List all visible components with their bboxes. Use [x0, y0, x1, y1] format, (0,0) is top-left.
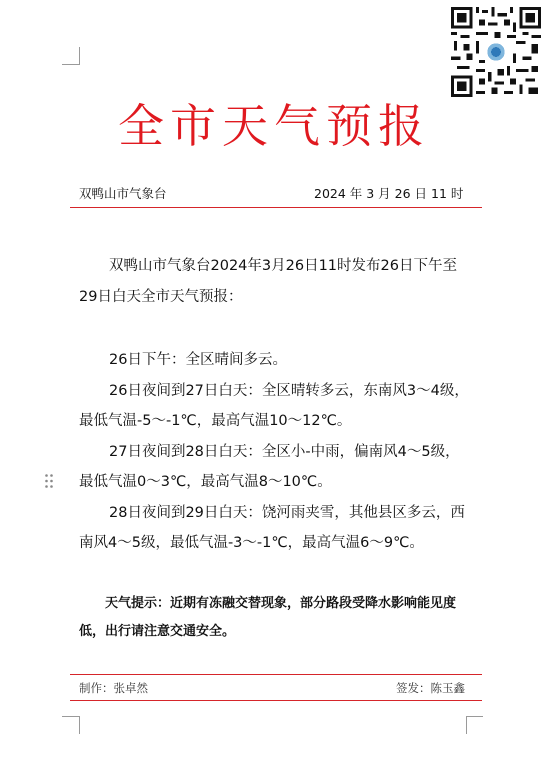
- forecast-item: 26日夜间到27日白天：全区晴转多云，东南风3～4级，最低气温-5～-1℃，最高气温10～12℃。: [79, 382, 469, 429]
- intro-paragraph: [79, 251, 474, 312]
- forecast-item: 27日夜间到28日白天：全区小-中雨，偏南风4～5级，最低气温0～3℃，最高气温8～10℃。: [79, 443, 460, 490]
- header-divider: [70, 207, 482, 208]
- footer-bottom-divider: [70, 700, 482, 701]
- forecast-item: 28日夜间到29日白天：饶河雨夹雪，其他县区多云，西南风4～5级，最低气温-3～-1℃，最高气温6～9℃。: [79, 504, 465, 551]
- issuer-label: 双鸭山市气象台: [79, 186, 167, 201]
- crop-mark: [466, 716, 467, 734]
- issue-datetime: 2024 年 3 月 26 日 11 时: [314, 186, 464, 201]
- signer-label: 签发：陈玉鑫: [396, 681, 465, 695]
- crop-mark: [62, 716, 79, 717]
- author-label: 制作：张卓然: [79, 681, 148, 695]
- crop-mark: [62, 64, 79, 65]
- intro-text: 双鸭山市气象台2024年3月26日11时发布26日下午至29日白天全市天气预报：: [79, 258, 457, 305]
- forecast-item: 26日下午：全区晴间多云。: [109, 352, 287, 368]
- weather-tip-text: 天气提示：近期有冻融交替现象，部分路段受降水影响能见度低，出行请注意交通安全。: [79, 596, 457, 639]
- drag-handle-icon[interactable]: [44, 473, 54, 489]
- weather-tip: [79, 590, 474, 646]
- forecast-list: [79, 345, 474, 559]
- page-title: 全市天气预报: [118, 99, 430, 153]
- qr-code-icon: [451, 7, 541, 97]
- crop-mark: [466, 716, 483, 717]
- crop-mark: [79, 47, 80, 65]
- crop-mark: [79, 716, 80, 734]
- footer-divider: [70, 674, 482, 675]
